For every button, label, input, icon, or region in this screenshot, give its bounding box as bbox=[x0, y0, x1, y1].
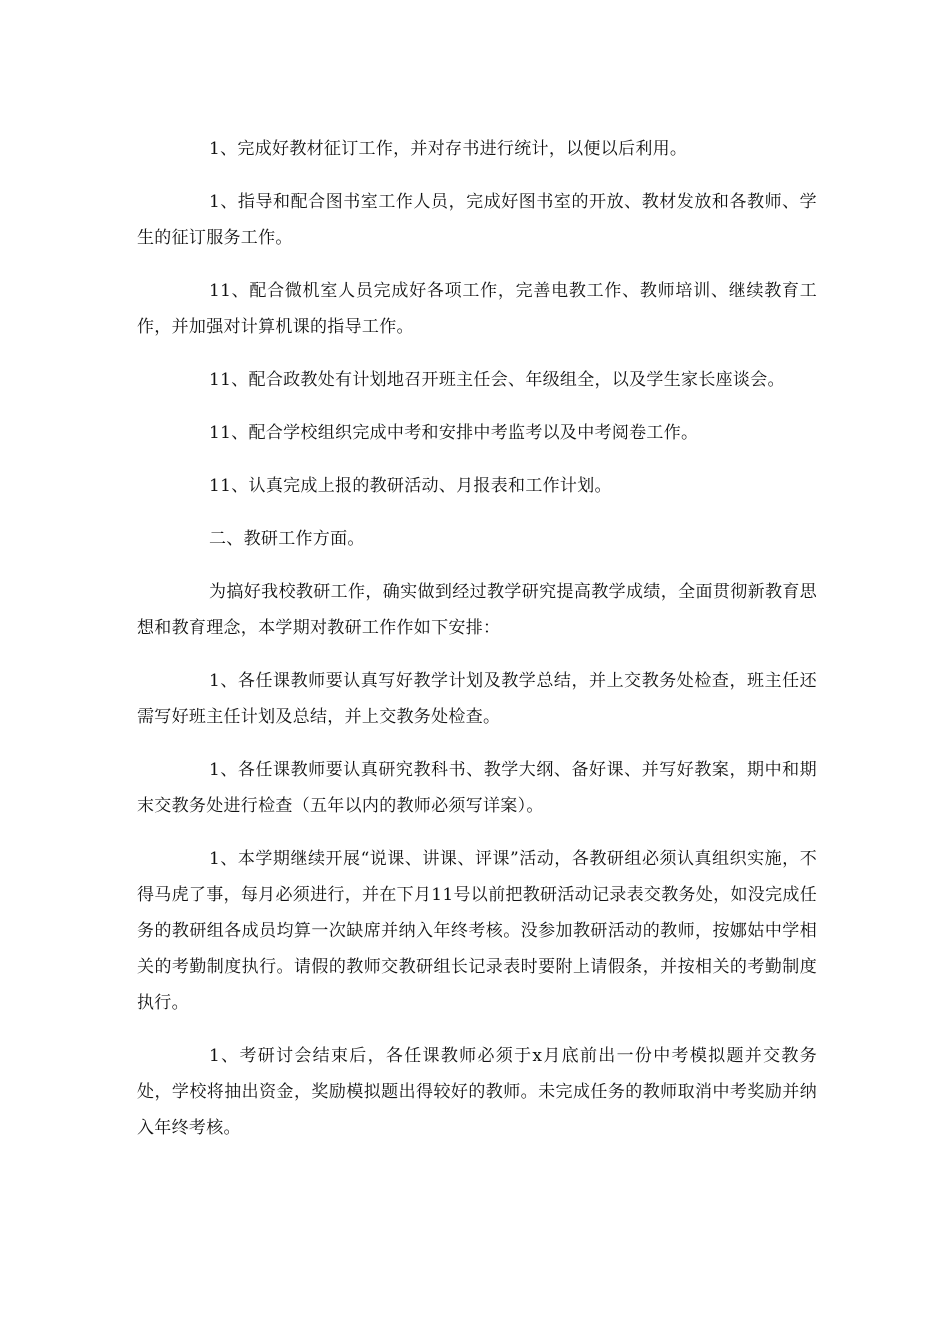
paragraph: 1、考研讨会结束后，各任课教师必须于x月底前出一份中考模拟题并交教务处，学校将抽出资金，奖励模拟题出得较好的教师。未完成任务的教师取消中考奖励并纳入年终考核。 bbox=[137, 1046, 817, 1138]
paragraph: 11、配合政教处有计划地召开班主任会、年级组全，以及学生家长座谈会。 bbox=[209, 370, 785, 390]
paragraph: 1、完成好教材征订工作，并对存书进行统计，以便以后利用。 bbox=[209, 139, 688, 159]
paragraph: 11、配合微机室人员完成好各项工作，完善电教工作、教师培训、继续教育工作，并加强对计算机课的指导工作。 bbox=[137, 281, 817, 337]
paragraph: 1、各任课教师要认真研究教科书、教学大纲、备好课、并写好教案，期中和期末交教务处进行检查（五年以内的教师必须写详案）。 bbox=[137, 760, 817, 816]
paragraph: 11、配合学校组织完成中考和安排中考监考以及中考阅卷工作。 bbox=[209, 423, 699, 443]
paragraph: 11、认真完成上报的教研活动、月报表和工作计划。 bbox=[209, 476, 612, 496]
paragraph: 为搞好我校教研工作，确实做到经过教学研究提高教学成绩，全面贯彻新教育思想和教育理念，本学期对教研工作作如下安排： bbox=[137, 582, 817, 638]
paragraph: 1、各任课教师要认真写好教学计划及教学总结，并上交教务处检查，班主任还需写好班主任计划及总结，并上交教务处检查。 bbox=[137, 671, 817, 727]
document-body bbox=[137, 131, 817, 1163]
paragraph: 1、指导和配合图书室工作人员，完成好图书室的开放、教材发放和各教师、学生的征订服务工作。 bbox=[137, 192, 817, 248]
paragraph: 1、本学期继续开展“说课、讲课、评课”活动，各教研组必须认真组织实施，不得马虎了事，每月必须进行，并在下月11号以前把教研活动记录表交教务处，如没完成任务的教研组各成员均算一次缺席并纳入年终考核。没参加教研活动的教师，按娜姑中学相关的考勤制度执行。请假的教师交教研组长记录表时要附上请假条，并按相关的考勤制度执行。 bbox=[137, 849, 817, 1013]
section-heading: 二、教研工作方面。 bbox=[209, 529, 365, 549]
